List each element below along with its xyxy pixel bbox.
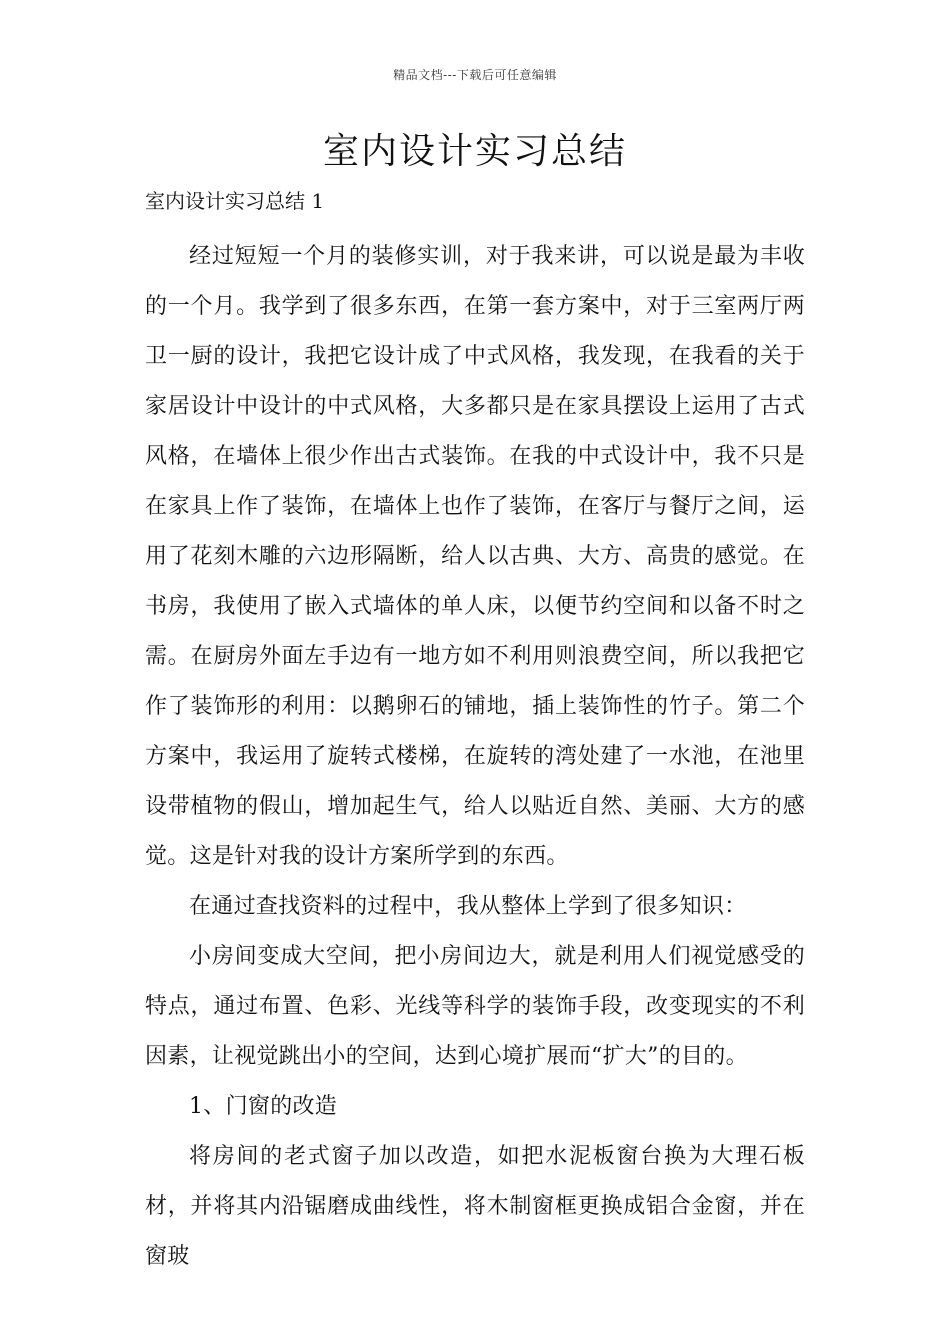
paragraph: 在通过查找资料的过程中，我从整体上学到了很多知识： xyxy=(189,894,747,919)
header-note: 精品文档---下载后可任意编辑 xyxy=(393,68,557,82)
section-heading: 1、门窗的改造 xyxy=(189,1094,338,1119)
paragraph: 将房间的老式窗子加以改造，如把水泥板窗台换为大理石板材，并将其内沿锯磨成曲线性，将木制窗框更换成铝合金窗，并在窗玻 xyxy=(145,1144,805,1269)
document-body xyxy=(145,232,805,1282)
paragraph: 经过短短一个月的装修实训，对于我来讲，可以说是最为丰收的一个月。我学到了很多东西，在第一套方案中，对于三室两厅两卫一厨的设计，我把它设计成了中式风格，我发现，在我看的关于家居设计中设计的中式风格，大多都只是在家具摆设上运用了古式风格，在墙体上很少作出古式装饰。在我的中式设计中，我不只是在家具上作了装饰，在墙体上也作了装饰，在客厅与餐厅之间，运用了花刻木雕的六边形隔断，给人以古典、大方、高贵的感觉。在书房，我使用了嵌入式墙体的单人床，以便节约空间和以备不时之需。在厨房外面左手边有一地方如不利用则浪费空间，所以我把它作了装饰形的利用：以鹅卵石的铺地，插上装饰性的竹子。第二个方案中，我运用了旋转式楼梯，在旋转的湾处建了一水池，在池里设带植物的假山，增加起生气，给人以贴近自然、美丽、大方的感觉。这是针对我的设计方案所学到的东西。 xyxy=(145,244,805,869)
paragraph: 小房间变成大空间，把小房间边大，就是利用人们视觉感受的特点，通过布置、色彩、光线等科学的装饰手段，改变现实的不利因素，让视觉跳出小的空间，达到心境扩展而“扩大”的目的。 xyxy=(145,944,805,1069)
document-subtitle: 室内设计实习总结 1 xyxy=(145,189,325,213)
document-title: 室内设计实习总结 xyxy=(322,131,627,172)
